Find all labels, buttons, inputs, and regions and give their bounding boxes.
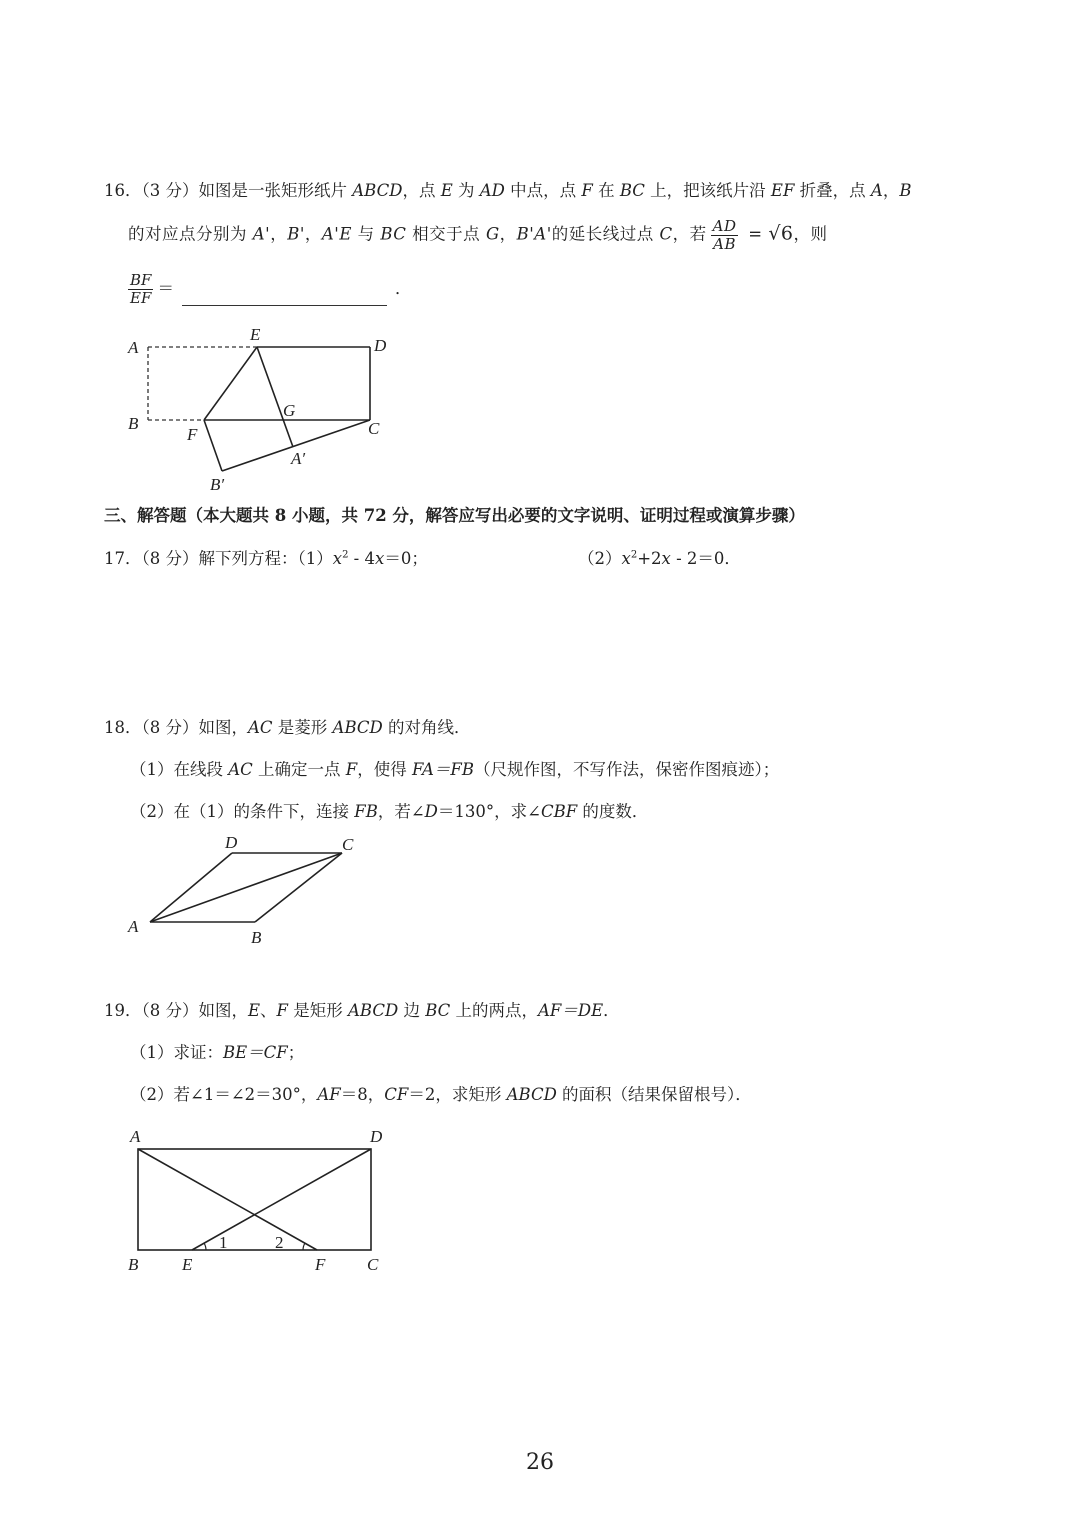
q18-line1 [104,718,471,738]
q18-text: 18．（8 分）如图， [104,718,248,737]
label-c: C [342,835,354,854]
q16-text: 的延长线过点 [551,224,660,244]
q18-text: ABCD [332,718,383,737]
q18-part2 [130,802,648,822]
q19-text: ABCD [506,1085,557,1104]
q16-text: B'A' [516,224,552,244]
label-c: C [368,419,380,438]
label-b: B [251,928,262,947]
q19-text: CF [384,1085,409,1104]
q18-text: F [345,760,358,779]
q16-fraction-ad-ab [711,218,739,252]
q19-text: 的面积（结果保留根号）． [556,1085,752,1104]
segment-af [138,1149,317,1250]
q16-text: 中点，点 [504,181,582,200]
q19-text: ＝8， [340,1085,385,1104]
diagonal-ac [150,853,342,922]
q16-text: ， [270,224,288,244]
fraction-denominator: AB [713,234,736,253]
q18-text: D [424,802,438,821]
q17-text: +2 [637,549,662,568]
q18-figure [120,828,370,954]
q16-text: 折叠，点 [794,181,871,200]
q16-text: ， [304,224,322,244]
q19-line1 [104,1001,620,1021]
q19-text: BE＝CF [223,1043,288,1062]
q19-text: ABCD [348,1001,399,1020]
angle-1-arc [204,1243,206,1250]
q18-text: ＝130°，求∠ [437,802,541,821]
q17-text: （2） [578,549,622,568]
label-c: C [367,1255,379,1274]
segment-da [150,853,232,922]
q19-text: 19．（8 分）如图， [104,1001,248,1020]
q16-text: = [742,224,769,244]
label-b-prime: B′ [210,475,225,494]
section-3-heading [104,506,805,526]
q19-text: （2）若∠1＝∠2＝30°， [130,1085,318,1104]
q19-text: ＝2，求矩形 [408,1085,507,1104]
fraction-denominator: EF [130,288,152,307]
q16-text: EF [770,181,795,200]
label-f: F [315,1255,326,1274]
label-a-prime: A′ [291,449,306,468]
q16-line3 [124,272,411,306]
q17-text: x [332,549,343,568]
q16-sqrt: √6 [768,222,794,245]
q16-text: B [899,181,912,200]
label-g: G [283,401,296,420]
q16-text: A' [252,224,271,244]
q18-rhombus-diagram [120,828,370,950]
q19-part1 [130,1043,304,1063]
q16-fraction-bf-ef [128,272,153,306]
q17-part2 [578,549,741,569]
label-f: F [187,425,198,444]
q16-text: ，点 [402,181,441,200]
q17-text: x [661,549,671,568]
q16-text: BC [380,224,407,244]
fraction-numerator: BF [130,271,152,289]
fraction-numerator: AD [712,217,737,235]
q16-line2 [128,218,828,252]
q17-text: - 2＝0． [670,549,741,568]
q18-text: ，使得 [357,760,412,779]
q19-text: 是矩形 [288,1001,348,1020]
q17-exponent: 2 [342,549,349,561]
q18-text: FA＝FB [412,760,475,779]
q16-text: 在 [592,181,620,200]
q16-line1 [104,181,911,201]
q19-text: E [248,1001,261,1020]
q18-part1 [130,760,779,780]
q16-text: ，若 [672,224,707,244]
q19-text: 上的两点， [450,1001,539,1020]
q19-text: ． [603,1001,620,1020]
answer-blank[interactable] [182,291,387,306]
q16-text: C [659,224,673,244]
segment-ea-prime [257,347,296,447]
angle-2-label: 2 [275,1233,284,1252]
label-b: B [128,1255,139,1274]
q17-text: - 4 [348,549,376,568]
q18-text: AC [228,760,253,779]
label-d: D [370,1127,383,1146]
angle-1-label: 1 [219,1233,228,1252]
segment-ef [204,347,257,420]
q17-exponent: 2 [630,549,638,561]
segment-fb-prime [204,420,222,471]
label-b: B [128,414,139,433]
q19-text: AF [317,1085,341,1104]
label-e: E [182,1255,193,1274]
q16-text: B' [287,224,305,244]
label-e: E [250,325,261,344]
q16-text: 16．（3 分）如图是一张矩形纸片 [104,181,353,200]
q16-text: A [870,181,883,200]
q18-text: CBF [540,802,578,821]
q19-part2 [130,1085,752,1105]
segment-bc [255,853,342,922]
q16-text: ， [499,224,517,244]
q18-text: 的对角线． [382,718,471,737]
q16-text: ，则 [793,224,828,244]
label-a: A [128,338,139,357]
q16-text: AD [479,181,505,200]
q19-text: BC [425,1001,451,1020]
q16-text: ， [882,181,900,200]
label-d: D [374,336,387,355]
q16-text: E [440,181,453,200]
q16-text: A'E [321,224,352,244]
section-3-text: 三、解答题（本大题共 8 小题，共 72 分，解答应写出必要的文字说明、证明过程或演算步骤） [104,506,805,525]
q17-text: x [375,549,385,568]
q17-text: 17．（8 分）解下列方程：（1） [104,549,333,568]
q17-line1 [104,549,428,569]
q18-text: ，若∠ [377,802,425,821]
rectangle-abcd [138,1149,371,1250]
label-d: D [225,833,238,852]
q18-text: 是菱形 [272,718,333,737]
page-number: 26 [526,1450,554,1475]
q18-text: FB [354,802,378,821]
q16-text: 上，把该纸片沿 [644,181,771,200]
angle-2-arc [303,1243,305,1250]
q16-text: 与 [351,224,381,244]
q16-text: F [581,181,593,200]
q16-text: BC [619,181,645,200]
q16-text: ABCD [352,181,403,200]
q19-rectangle-diagram [120,1120,410,1280]
q16-text: 的对应点分别为 [128,224,253,244]
q19-text: AF＝DE [538,1001,604,1020]
q19-text: （1）求证： [130,1043,223,1062]
q16-figure [120,320,390,499]
q19-figure [120,1120,410,1284]
q19-text: 边 [398,1001,426,1020]
q18-text: 的度数． [577,802,649,821]
q16-diagram [120,320,390,495]
q17-text: ＝0； [384,549,428,568]
q18-text: （尺规作图，不写作法，保密作图痕迹）； [474,760,780,779]
q17-text: x [621,549,631,568]
q18-text: AC [248,718,273,737]
label-a: A [130,1127,141,1146]
q18-text: （2）在（1）的条件下，连接 [130,802,355,821]
q16-text: G [485,224,500,244]
q16-text: ＝ [157,279,174,299]
q16-text: 相交于点 [406,224,486,244]
q16-text: ． [394,279,412,299]
q16-text: 为 [452,181,480,200]
q19-text: F [276,1001,288,1020]
label-a: A [128,917,139,936]
q19-text: ； [287,1043,305,1062]
q19-text: 、 [260,1001,277,1020]
q18-text: （1）在线段 [130,760,229,779]
q18-text: 上确定一点 [252,760,346,779]
